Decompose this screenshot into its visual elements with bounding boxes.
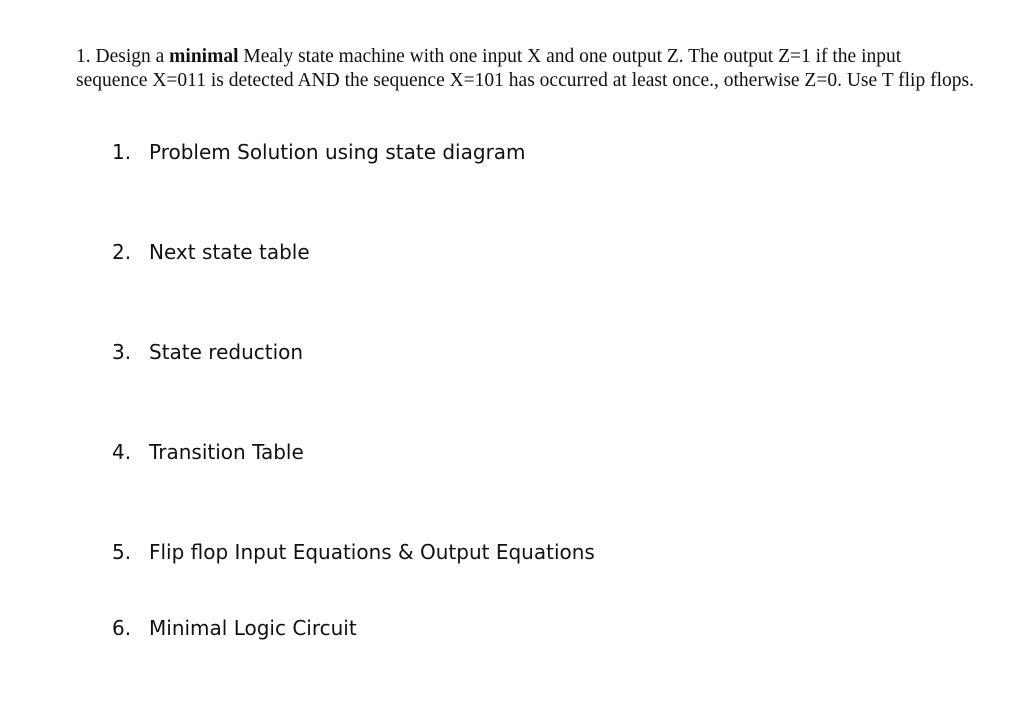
task-item-equations <box>112 539 595 565</box>
task-label: Problem Solution using state diagram <box>149 140 526 164</box>
task-item-state-reduction <box>112 339 303 365</box>
task-label: Flip flop Input Equations & Output Equations <box>149 540 595 564</box>
task-label: Transition Table <box>149 440 304 464</box>
question-emphasis: minimal <box>169 46 239 67</box>
task-item-transition-table <box>112 439 304 465</box>
task-label: Minimal Logic Circuit <box>149 616 357 640</box>
task-number: 2. <box>112 240 132 264</box>
task-item-logic-circuit <box>112 615 357 641</box>
question-paragraph <box>76 45 976 93</box>
question-text: Mealy state machine with one input X and one output Z. The output Z=1 if the input sequence X=011 is detected AND the sequence X=101 has occurred at least once., otherwise Z=0. Use T flip flops. <box>76 46 974 91</box>
task-label: State reduction <box>149 340 304 364</box>
task-number: 3. <box>112 340 132 364</box>
task-number: 4. <box>112 440 132 464</box>
task-number: 1. <box>112 140 132 164</box>
task-number: 6. <box>112 616 132 640</box>
task-number: 5. <box>112 540 132 564</box>
task-label: Next state table <box>149 240 310 264</box>
task-item-next-state-table <box>112 239 310 265</box>
task-item-state-diagram <box>112 139 526 165</box>
question-prefix: 1. Design a <box>76 46 170 67</box>
